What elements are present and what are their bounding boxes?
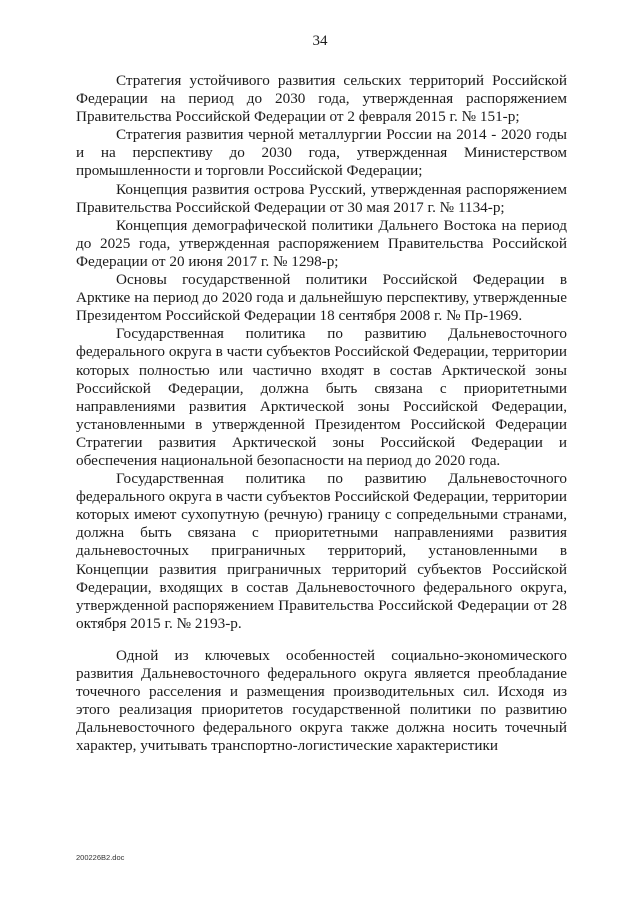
footer-filename: 200226B2.doc	[76, 853, 125, 862]
paragraph-arctic-zone-policy: Государственная политика по развитию Дальневосточного федерального округа в части субъектов Российской Федерации, территории которых полностью или частично входят в состав Арктической зоны Российской Федерации, должна быть связана с приоритетными направлениями развития Арктической зоны Российской Федерации, установленными в утвержденной Президентом Российской Федерации Стратегии развития Арктической зоны Российской Федерации и обеспечения национальной безопасности на период до 2020 года.	[76, 325, 567, 469]
paragraph-border-territories-policy: Государственная политика по развитию Дальневосточного федерального округа в части субъектов Российской Федерации, территории которых имеют сухопутную (речную) границу с сопредельными странами, должна быть связана с приоритетными направлениями развития дальневосточных приграничных территорий, установленными в Концепции развития приграничных территорий субъектов Российской Федерации, входящих в состав Дальневосточного федерального округа, утвержденной распоряжением Правительства Российской Федерации от 28 октября 2015 г. № 2193-р.	[76, 470, 567, 632]
document-body	[76, 72, 567, 755]
paragraph-arctic-policy-basics: Основы государственной политики Российской Федерации в Арктике на период до 2020 года и дальнейшую перспективу, утвержденные Президентом Российской Федерации 18 сентября 2008 г. № Пр-1969.	[76, 271, 567, 325]
paragraph-concept-demographic: Концепция демографической политики Дальнего Востока на период до 2025 года, утвержденная распоряжением Правительства Российской Федерации от 20 июня 2017 г. № 1298-р;	[76, 216, 567, 270]
page-number: 34	[312, 33, 328, 49]
paragraph-concept-russky-island: Концепция развития острова Русский, утвержденная распоряжением Правительства Российской Федерации от 30 мая 2017 г. № 1134-р;	[76, 180, 567, 216]
paragraph-strategy-rural: Стратегия устойчивого развития сельских территорий Российской Федерации на период до 2030 года, утвержденная распоряжением Правительства Российской Федерации от 2 февраля 2015 г. № 151-р;	[76, 72, 567, 126]
paragraph-point-settlement: Одной из ключевых особенностей социально-экономического развития Дальневосточного федерального округа является преобладание точечного расселения и размещения производительных сил. Исходя из этого реализация приоритетов государственной политики по развитию Дальневосточного федерального округа также должна носить точечный характер, учитывать транспортно-логистические характеристики	[76, 646, 567, 755]
paragraph-strategy-metallurgy: Стратегия развития черной металлургии России на 2014 - 2020 годы и на перспективу до 2030 года, утвержденная Министерством промышленности и торговли Российской Федерации;	[76, 126, 567, 180]
